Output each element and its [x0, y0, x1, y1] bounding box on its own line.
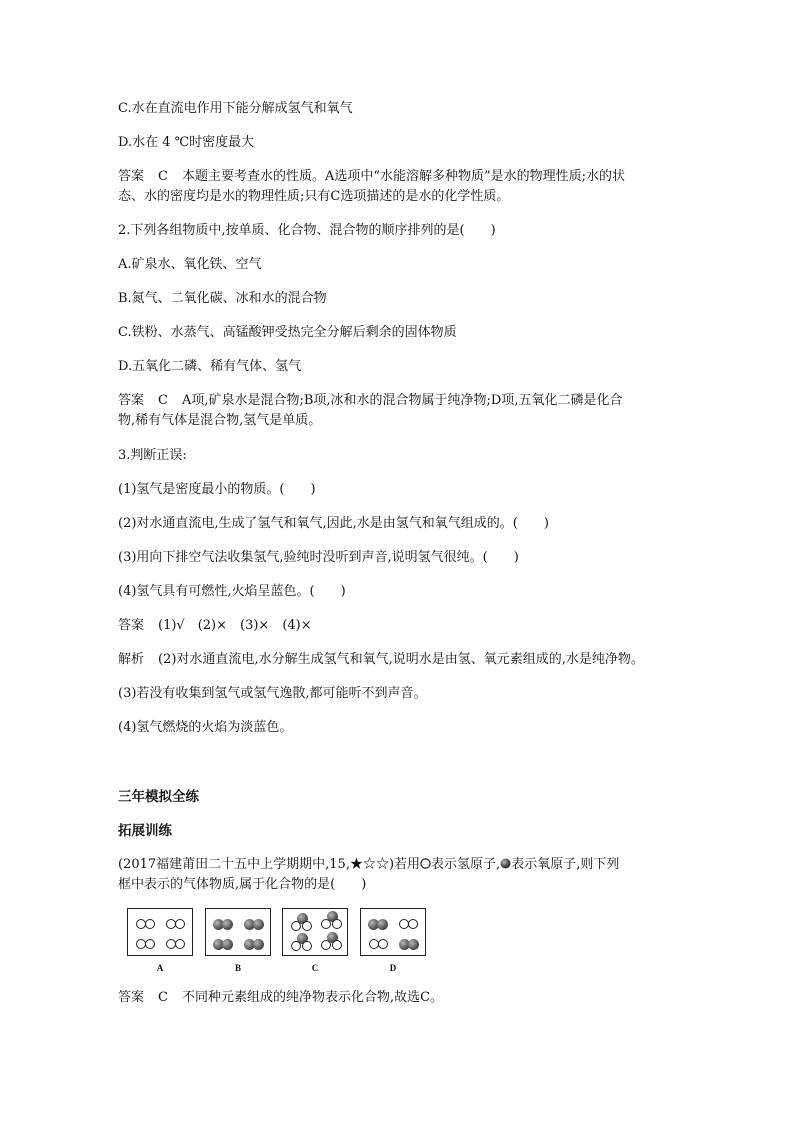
oxygen-atom-icon: [222, 939, 233, 950]
q4-stem-line1: [118, 855, 619, 875]
molecule-diagram: [127, 908, 437, 978]
q1-explanation-line2: 态、水的密度均是水的物理性质;只有C选项描述的是水的化学性质。: [118, 189, 510, 204]
hydrogen-atom-icon: [332, 940, 342, 950]
q2-option-d: D.五氧化二磷、稀有气体、氢气: [118, 359, 302, 374]
q2-stem: 2.下列各组物质中,按单质、化合物、混合物的顺序排列的是( ): [118, 223, 496, 238]
answer-label: 答案: [118, 393, 145, 408]
hydrogen-atom-icon: [175, 919, 185, 929]
answer-label: 答案: [118, 618, 145, 633]
diagram-box-a: [127, 908, 193, 956]
hydrogen-atom-icon: [378, 939, 388, 949]
q2-option-a: A.矿泉水、氧化铁、空气: [118, 257, 262, 272]
diagram-box-c: [282, 908, 348, 956]
q3-item-3: (3)用向下排空气法收集氢气,验纯时没听到声音,说明氢气很纯。( ): [118, 550, 519, 565]
explanation-text: 本题主要考查水的性质。A选项中“水能溶解多种物质”是水的物理性质;水的状: [181, 169, 626, 184]
q3-analysis-line2: (3)若没有收集到氢气或氢气逸散,都可能听不到声音。: [118, 686, 427, 701]
oxygen-atom-icon: [253, 939, 264, 950]
hydrogen-atom-icon: [302, 941, 312, 951]
answer-value: C: [158, 169, 168, 184]
analysis-text: (2)对水通直流电,水分解生成氢气和氧气,说明水是由氢、氧元素组成的,水是纯净物。: [158, 652, 644, 667]
hydrogen-atom-icon: [321, 940, 331, 950]
box-label-c: C: [311, 963, 319, 973]
box-label-b: B: [234, 963, 241, 973]
q1-option-c: C.水在直流电作用下能分解成氢气和氧气: [118, 101, 353, 116]
q4-answer: [118, 988, 443, 1008]
q3-stem: 3.判断正误:: [118, 448, 187, 463]
explanation-text: A项,矿泉水是混合物;B项,冰和水的混合物属于纯净物;D项,五氧化二磷是化合: [181, 393, 623, 408]
hydrogen-atom-icon: [175, 939, 185, 949]
q1-answer: [118, 167, 625, 187]
hydrogen-atom-icon: [420, 858, 431, 869]
diagram-box-b: [205, 908, 271, 956]
oxygen-atom-icon: [500, 858, 511, 869]
section-title: 三年模拟全练: [118, 789, 199, 805]
q3-analysis-line3: (4)氢气燃烧的火焰为淡蓝色。: [118, 720, 293, 735]
box-label-d: D: [389, 963, 397, 973]
q2-option-b: B.氮气、二氧化碳、冰和水的混合物: [118, 291, 327, 306]
oxygen-atom-icon: [408, 939, 419, 950]
hydrogen-atom-icon: [145, 919, 155, 929]
oxygen-atom-icon: [253, 919, 264, 930]
hydrogen-atom-icon: [408, 919, 418, 929]
q3-item-2: (2)对水通直流电,生成了氢气和氧气,因此,水是由氢气和氧气组成的。( ): [118, 516, 549, 531]
q3-item-1: (1)氢气是密度最小的物质。( ): [118, 482, 316, 497]
q2-option-c: C.铁粉、水蒸气、高锰酸钾受热完全分解后剩余的固体物质: [118, 325, 457, 340]
q3-item-4: (4)氢气具有可燃性,火焰呈蓝色。( ): [118, 584, 346, 599]
explanation-text: 不同种元素组成的纯净物表示化合物,故选C。: [181, 990, 444, 1005]
q4-stem-line2: 框中表示的气体物质,属于化合物的是( ): [118, 877, 367, 892]
q2-answer: [118, 391, 623, 411]
box-label-a: A: [156, 963, 164, 973]
hydrogen-atom-icon: [332, 919, 342, 929]
oxygen-atom-icon: [377, 919, 388, 930]
answer-label: 答案: [118, 169, 145, 184]
section-subtitle: 拓展训练: [118, 823, 172, 839]
hydrogen-atom-icon: [302, 921, 312, 931]
q1-option-d: D.水在 4 ℃时密度最大: [118, 135, 255, 150]
q4-stem-hydrogen-text: 表示氢原子,: [431, 857, 501, 872]
q3-analysis: [118, 650, 644, 670]
q4-stem-oxygen-text: 表示氧原子,则下列: [511, 857, 620, 872]
hydrogen-atom-icon: [145, 939, 155, 949]
analysis-label: 解析: [118, 652, 145, 667]
hydrogen-atom-icon: [321, 919, 331, 929]
answer-value: C: [158, 393, 168, 408]
answer-label: 答案: [118, 990, 145, 1005]
q3-answer: [118, 616, 312, 636]
q2-explanation-line2: 物,稀有气体是混合物,氢气是单质。: [118, 413, 322, 428]
q4-stem-source: (2017福建莆田二十五中上学期期中,15,★☆☆)若用: [118, 857, 421, 872]
answer-value: C: [158, 990, 168, 1005]
hydrogen-atom-icon: [291, 921, 301, 931]
hydrogen-atom-icon: [291, 941, 301, 951]
diagram-box-d: [360, 908, 426, 956]
oxygen-atom-icon: [222, 919, 233, 930]
answer-value: (1)√ (2)× (3)× (4)×: [158, 618, 312, 633]
